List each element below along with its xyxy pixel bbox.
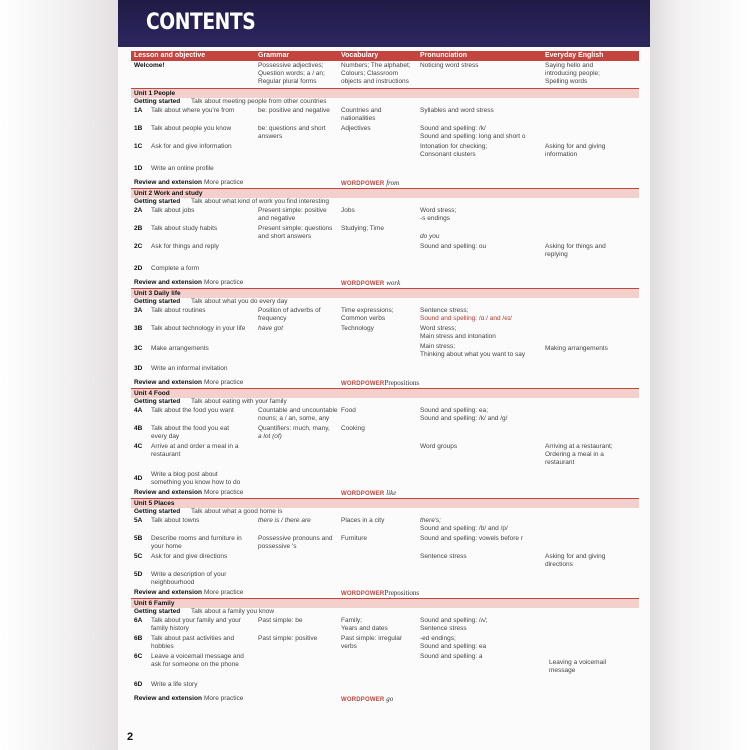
lesson-row: 2B Talk about study habits Present simple: questions and short answers Studying; Time do you [134, 225, 440, 240]
grammar-cell: Present simple: positive and negative [258, 207, 327, 222]
welcome-grammar: Possessive adjectives; Question words; a / an; Regular plural forms [258, 62, 325, 85]
lesson-row: 6C Leave a voicemail message and ask for someone on the phone Sound and spelling: a Leaving a voicemail message [134, 653, 607, 674]
welcome-everyday: Saying hello and introducing people; Spelling words [545, 62, 600, 85]
unit-header: Unit 2 Work and study [131, 188, 639, 198]
pron-cell: Sound and spelling: /ʌ/; Sentence stress [420, 617, 488, 632]
everyday-cell: Arriving at a restaurant; Ordering a meal in a restaurant [545, 443, 613, 466]
objective-cell: Write a blog post about something you know how to do [151, 471, 241, 486]
unit-header: Unit 3 Daily life [131, 288, 639, 298]
pron-cell: Intonation for checking; Consonant clusters [420, 143, 488, 158]
review-row: Review and extension More practice WORDPOWER like [134, 489, 397, 497]
lesson-row: 3A Talk about routines Position of adverbs of frequency Time expressions; Common verbs Sentence stress; Sound and spelling: /ɑː/ and /eɪ/ [134, 307, 512, 322]
lesson-row: 2C Ask for things and reply Sound and spelling: ou Asking for things and replying [134, 243, 606, 258]
left-page-gutter [0, 0, 118, 750]
lesson-row: 3C Make arrangements Main stress; Thinking about what you want to say Making arrangements [134, 343, 608, 358]
grammar-cell: Quantifiers: much, many, a lot (of) [258, 425, 330, 440]
pron-cell: Sound and spelling: /k/ Sound and spelling: long and short o [420, 125, 526, 140]
title-banner [118, 0, 650, 47]
welcome-row [131, 61, 639, 88]
review-row: Review and extension More practice WORDPOWER Prepositions [134, 589, 420, 597]
grammar-cell: Countable and uncountable nouns; a / an, some, any [258, 407, 338, 422]
grammar-cell: Position of adverbs of frequency [258, 307, 321, 322]
objective-cell: Talk about the food you eat every day [151, 425, 230, 440]
unit-header: Unit 4 Food [131, 388, 639, 398]
header-pronunciation: Pronunciation [420, 52, 468, 59]
objective-cell: Talk about your family and your family history [151, 617, 241, 632]
getting-started-row: Getting started Talk about eating with your family [134, 398, 287, 405]
vocab-cell: Past simple: irregular verbs [341, 635, 403, 650]
vocab-cell: Countries and nationalities [341, 107, 382, 122]
pron-cell: Word stress; Main stress and intonation [420, 325, 496, 340]
getting-started-row: Getting started Talk about what a good home is [134, 508, 283, 515]
getting-started-row: Getting started Talk about what kind of work you find interesting [134, 198, 330, 205]
lesson-row: 1A Talk about where you're from be: positive and negative Countries and nationalities Syllables and word stress [134, 107, 494, 122]
lesson-row: 1D Write an online profile [134, 165, 214, 172]
grammar-cell: Possessive pronouns and possessive 's [258, 535, 333, 550]
welcome-label: Welcome! [134, 62, 165, 69]
lesson-row: 4C Arrive at and order a meal in a restaurant Word groups Arriving at a restaurant; Ordering a meal in a restaurant [134, 443, 613, 466]
lesson-row: 5B Describe rooms and furniture in your home Possessive pronouns and possessive 's Furniture Sound and spelling: vowels before r [134, 535, 523, 550]
unit-header: Unit 1 People [131, 88, 639, 98]
header-grammar: Grammar [258, 52, 290, 59]
contents-table [131, 51, 639, 704]
contents-page [118, 0, 650, 750]
grammar-cell: Present simple: questions and short answers [258, 225, 333, 240]
review-row: Review and extension More practice WORDPOWER work [134, 279, 401, 287]
lesson-row: 3B Talk about technology in your life have got Technology Word stress; Main stress and intonation [134, 325, 496, 340]
header-everyday-english: Everyday English [545, 52, 604, 59]
page-number: 2 [127, 731, 134, 743]
vocab-cell: Family; Years and dates [341, 617, 388, 632]
pron-cell: Main stress; Thinking about what you want to say [420, 343, 526, 358]
lesson-row: 3D Write an informal invitation [134, 365, 228, 372]
welcome-vocab: Numbers; The alphabet; Colours; Classroom objects and instructions [341, 62, 411, 85]
getting-started-row: Getting started Talk about what you do every day [134, 298, 288, 305]
review-row: Review and extension More practice WORDPOWER from [134, 179, 400, 187]
everyday-cell: Asking for things and replying [545, 243, 606, 258]
review-row: Review and extension More practice WORDPOWER go [134, 695, 394, 703]
lesson-row: 2A Talk about jobs Present simple: positive and negative Jobs Word stress; -s endings [134, 207, 457, 222]
header-lesson: Lesson and objective [134, 52, 206, 59]
lesson-row: 6A Talk about your family and your family history Past simple: be Family; Years and dates Sound and spelling: /ʌ/; Sentence stress [134, 617, 488, 632]
lesson-row: 4D Write a blog post about something you know how to do [134, 471, 241, 486]
everyday-cell: Leaving a voicemail message [549, 659, 607, 674]
lesson-row: 6B Talk about past activities and hobbies Past simple: positive Past simple: irregular verbs -ed endings; Sound and spelling: ea [134, 635, 487, 650]
objective-cell: Write a description of your neighbourhood [151, 571, 227, 586]
lesson-row: 5C Ask for and give directions Sentence stress Asking for and giving directions [134, 553, 606, 568]
lesson-row: 6D Write a life story [134, 681, 198, 688]
lesson-row: 5D Write a description of your neighbourhood [134, 571, 227, 586]
review-row: Review and extension More practice WORDPOWER Prepositions [134, 379, 420, 387]
vocab-cell: Time expressions; Common verbs [341, 307, 394, 322]
lesson-row: 4A Talk about the food you want Countable and uncountable nouns; a / an, some, any Food Sound and spelling: ea; Sound and spelling: /k/ and /g/ [134, 407, 508, 422]
table-header [131, 51, 639, 61]
pron-cell: Word stress; -s endings [420, 207, 457, 222]
everyday-cell: Asking for and giving directions [545, 553, 606, 568]
header-vocabulary: Vocabulary [341, 52, 379, 59]
page-edge-shadow [650, 0, 750, 750]
objective-cell: Leave a voicemail message and ask for someone on the phone [151, 653, 244, 668]
pron-cell: Sentence stress; Sound and spelling: /ɑː/ and /eɪ/ [420, 307, 512, 322]
pron-cell: -ed endings; Sound and spelling: ea [420, 635, 487, 650]
objective-cell: Describe rooms and furniture in your home [151, 535, 242, 550]
objective-cell: Talk about past activities and hobbies [151, 635, 235, 650]
pron-cell: Sound and spelling: ea; Sound and spelling: /k/ and /g/ [420, 407, 508, 422]
lesson-row: 4B Talk about the food you eat every day Quantifiers: much, many, a lot (of) Cooking [134, 425, 365, 440]
lesson-row: 2D Complete a form [134, 265, 200, 272]
grammar-cell: be: questions and short answers [258, 125, 326, 140]
page-title: CONTENTS [146, 10, 256, 35]
objective-cell: Arrive at and order a meal in a restaurant [151, 443, 239, 458]
lesson-row: 1C Ask for and give information Intonation for checking; Consonant clusters Asking for and giving information [134, 143, 606, 158]
welcome-pron: Noticing word stress [420, 62, 479, 69]
unit-header: Unit 5 Places [131, 498, 639, 508]
pron-cell: there's; Sound and spelling: /b/ and /p/ [420, 517, 508, 532]
lesson-row: 5A Talk about towns there is / there are Places in a city there's; Sound and spelling: /b/ and /p/ [134, 517, 508, 532]
getting-started-row: Getting started Talk about a family you know [134, 608, 275, 615]
unit-header: Unit 6 Family [131, 598, 639, 608]
everyday-cell: Asking for and giving information [545, 143, 606, 158]
lesson-row: 1B Talk about people you know be: questions and short answers Adjectives Sound and spelling: /k/ Sound and spelling: long and short o [134, 125, 526, 140]
getting-started-row: Getting started Talk about meeting people from other countries [134, 98, 327, 105]
